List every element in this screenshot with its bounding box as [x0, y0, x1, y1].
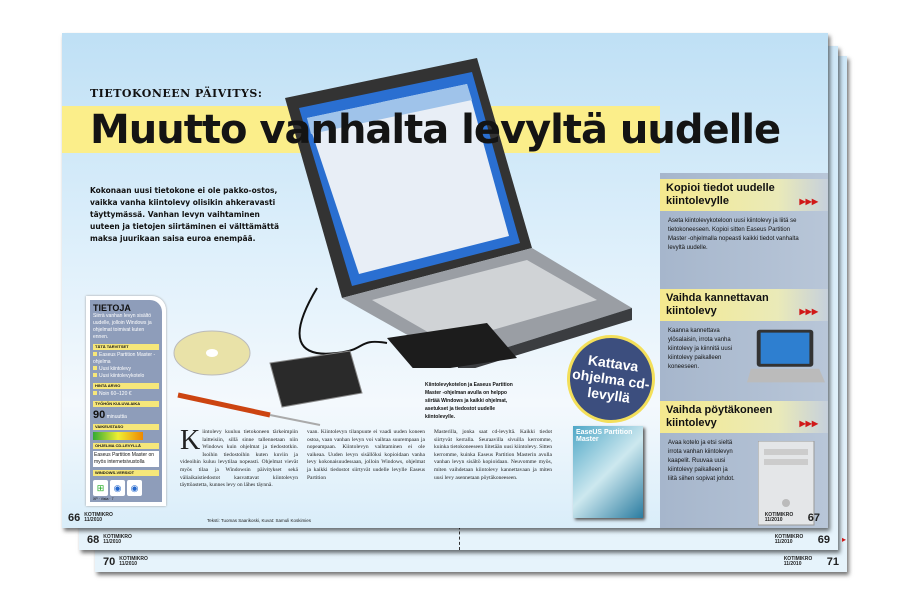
product-illustrations	[170, 323, 415, 428]
page-spread-66-67	[62, 33, 828, 528]
arrows-icon: ▶▶▶	[799, 197, 818, 206]
body-column-3: Masterilla, jonka saat cd-levyltä. Kaikki tiedot siirtyvät kerralla. Seuraavilla sivuilla kerromme, kuinka tietokoneeseen liitetään uusi kiintolevy. Sitten kerromme, kuinka Easeus Partition Masterin avulla vanhan levyn sisältö kopioidaan. Neuvomme myös, miten vaihdetaan kiintolevy kannettavaan ja miten uusi levy asennetaan pöytäkoneeseen.	[434, 429, 552, 481]
sidebar-section-laptop: Vaihda kannettavan kiintolevy ▶▶▶ Kaanna kannettava ylösalaisin, irrota vanha kiintolevy ja kiinnitä uusi kiintolevy paikalleen koneeseen.	[660, 289, 828, 372]
sidebar-section-desktop: Vaihda pöytäkoneen kiintolevy ▶▶▶ Avaa kotelo ja etsi sieltä irrota vanhan kiintolevyn kaapelit. Ruuvaa uusi kiintolevy paikalleen ja liitä siihen sopivat johdot.	[660, 401, 828, 484]
arrows-icon: ▶▶▶	[799, 307, 818, 316]
time-unit: minuuttia	[106, 414, 127, 420]
laptop-windows7-icon	[747, 329, 825, 385]
page-number: 66 KOTIMIKRO 11/2010	[68, 512, 113, 524]
body-column-1: Kiintolevy kuuluu tietokoneen tärkeimpiin laitteisiin, sillä sinne tallennetaan niin Windows kuin ohjelmat ja tiedostotkin. Isoihin tiedostoihin kuten kuviin ja videoihin kuluu levytilaa nopeasti. Ohjelmat vievät myös tilaa ja Windowsin päivitykset sekä väliaikaistiedostot kasvattavat kiintolevyn täyttöastetta, kunnes levy on lähes täynnä.	[180, 425, 298, 489]
lead-paragraph: Kokonaan uusi tietokone ei ole pakko-ostos, vaikka vanha kiintolevy olisikin ahkeravasti täyttymässä. Vanhan levyn vaihtaminen uuteen ja tietojen siirtäminen ei välttämättä maksa juurikaan saisa euroa enempää.	[90, 186, 280, 243]
windows-7-icon: ◉	[127, 480, 142, 496]
arrow-icon: ▸	[841, 535, 846, 544]
body-column-2: vaan. Kiintolevyn tilanpuute ei vaadi uuden koneen ostoa, vaan vanhan levyn voi vaihtaa suurempaan ja nopeampaan. Kiintolevyn vaihtaminen ei ole vaikeaa. Uuden levyn sisällöksi kopioidaan vanha levy kokonaisuudessaan, jolloin Windows, ohjelmat ja kaikki tiedostot siirtyvät uudelle levylle Easeus Partition	[307, 429, 425, 481]
kicker: TIETOKONEEN PÄIVITYS:	[90, 87, 263, 100]
cd-label: OHJELMA CD-LEVYLLÄ	[93, 443, 159, 449]
article-title: Muutto vanhalta levyltä uudelle	[90, 107, 781, 153]
sidebar	[660, 173, 828, 528]
info-intro: Siirrä vanhan levyn sisältö uudelle, jolloin Windows ja ohjelmat toimivat kuten ennen.	[93, 313, 152, 340]
page-number: 70 KOTIMIKRO 11/2010	[103, 556, 148, 568]
credit-line: Teksti: Tuomas Saarikoski, Kuvat: Samuli Koskimies	[207, 518, 312, 523]
price-value: Noin 60–120 €	[93, 391, 159, 398]
image-caption: Kiintolevykotelon ja Easeus Partition Master -ohjelman avulla on helppo siirtää Windows ja kaikki ohjelmat, asetukset ja tiedostot uudelle kiintolevylle.	[425, 382, 513, 420]
time-label: TYÖHÖN KULUVA AIKA	[93, 401, 159, 407]
need-item: Uusi kiintolevy	[93, 366, 159, 373]
difficulty-label: VAIKEUSTASO	[93, 424, 159, 430]
dropcap: K	[180, 425, 201, 456]
screwdriver-icon	[178, 395, 270, 415]
sidebar-section-copy: Kopioi tiedot uudelle kiintolevylle ▶▶▶ Aseta kiintolevykoteloon uusi kiintolevy ja liitä se tietokoneeseen. Kopioi sitten Easeus Partition Master -ohjelmalla nopeasti kaikki tiedot vanhalta levyltä uudelle.	[660, 179, 828, 253]
page-number: KOTIMIKRO 11/2010 71	[783, 556, 839, 568]
windows-vista-icon: ◉	[110, 480, 125, 496]
arrows-icon: ▶▶▶	[799, 419, 818, 428]
price-label: HINTA ARVIO	[93, 383, 159, 389]
info-box: TIETOJA Siirrä vanhan levyn sisältö uudelle, jolloin Windows ja ohjelmat toimivat kuten ennen. TÄTÄ TARVITSET Easeus Partition Master -ohjelma Uusi kiintolevy Uusi kiintolevykotelo HINTA ARVIO Noin 60–120 € TYÖHÖN KULUVA AIKA 90 minuuttia VAIKEUSTASO OHJELMA CD-LEVYLLÄ Easeus Partition Master on myös internetsivustolla WINDOWS-VERSIOT ⊞ ◉ ◉ XP · Vista · 7	[86, 296, 166, 506]
laptop-illustration	[277, 38, 637, 368]
page-number: 68 KOTIMIKRO 11/2010	[87, 534, 132, 546]
info-heading: TIETOJA	[93, 303, 131, 313]
windows-xp-icon: ⊞	[93, 480, 108, 496]
time-value: 90	[93, 409, 106, 421]
page-number: KOTIMIKRO 11/2010 67	[764, 512, 820, 524]
laptop-icon	[285, 58, 632, 368]
ssd-drive-icon	[270, 351, 362, 407]
page-number: KOTIMIKRO 11/2010 69	[774, 534, 830, 546]
cd-text: Easeus Partition Master on myös internetsivustolla	[93, 451, 159, 467]
need-item: Easeus Partition Master -ohjelma	[93, 352, 159, 366]
difficulty-meter	[93, 432, 143, 440]
software-box: EaseUS Partition Master	[573, 426, 643, 518]
need-item: Uusi kiintolevykotelo	[93, 373, 159, 380]
os-label: WINDOWS-VERSIOT	[93, 470, 159, 476]
cd-badge: Kattava ohjelma cd-levyllä	[561, 329, 660, 428]
need-label: TÄTÄ TARVITSET	[93, 344, 159, 350]
